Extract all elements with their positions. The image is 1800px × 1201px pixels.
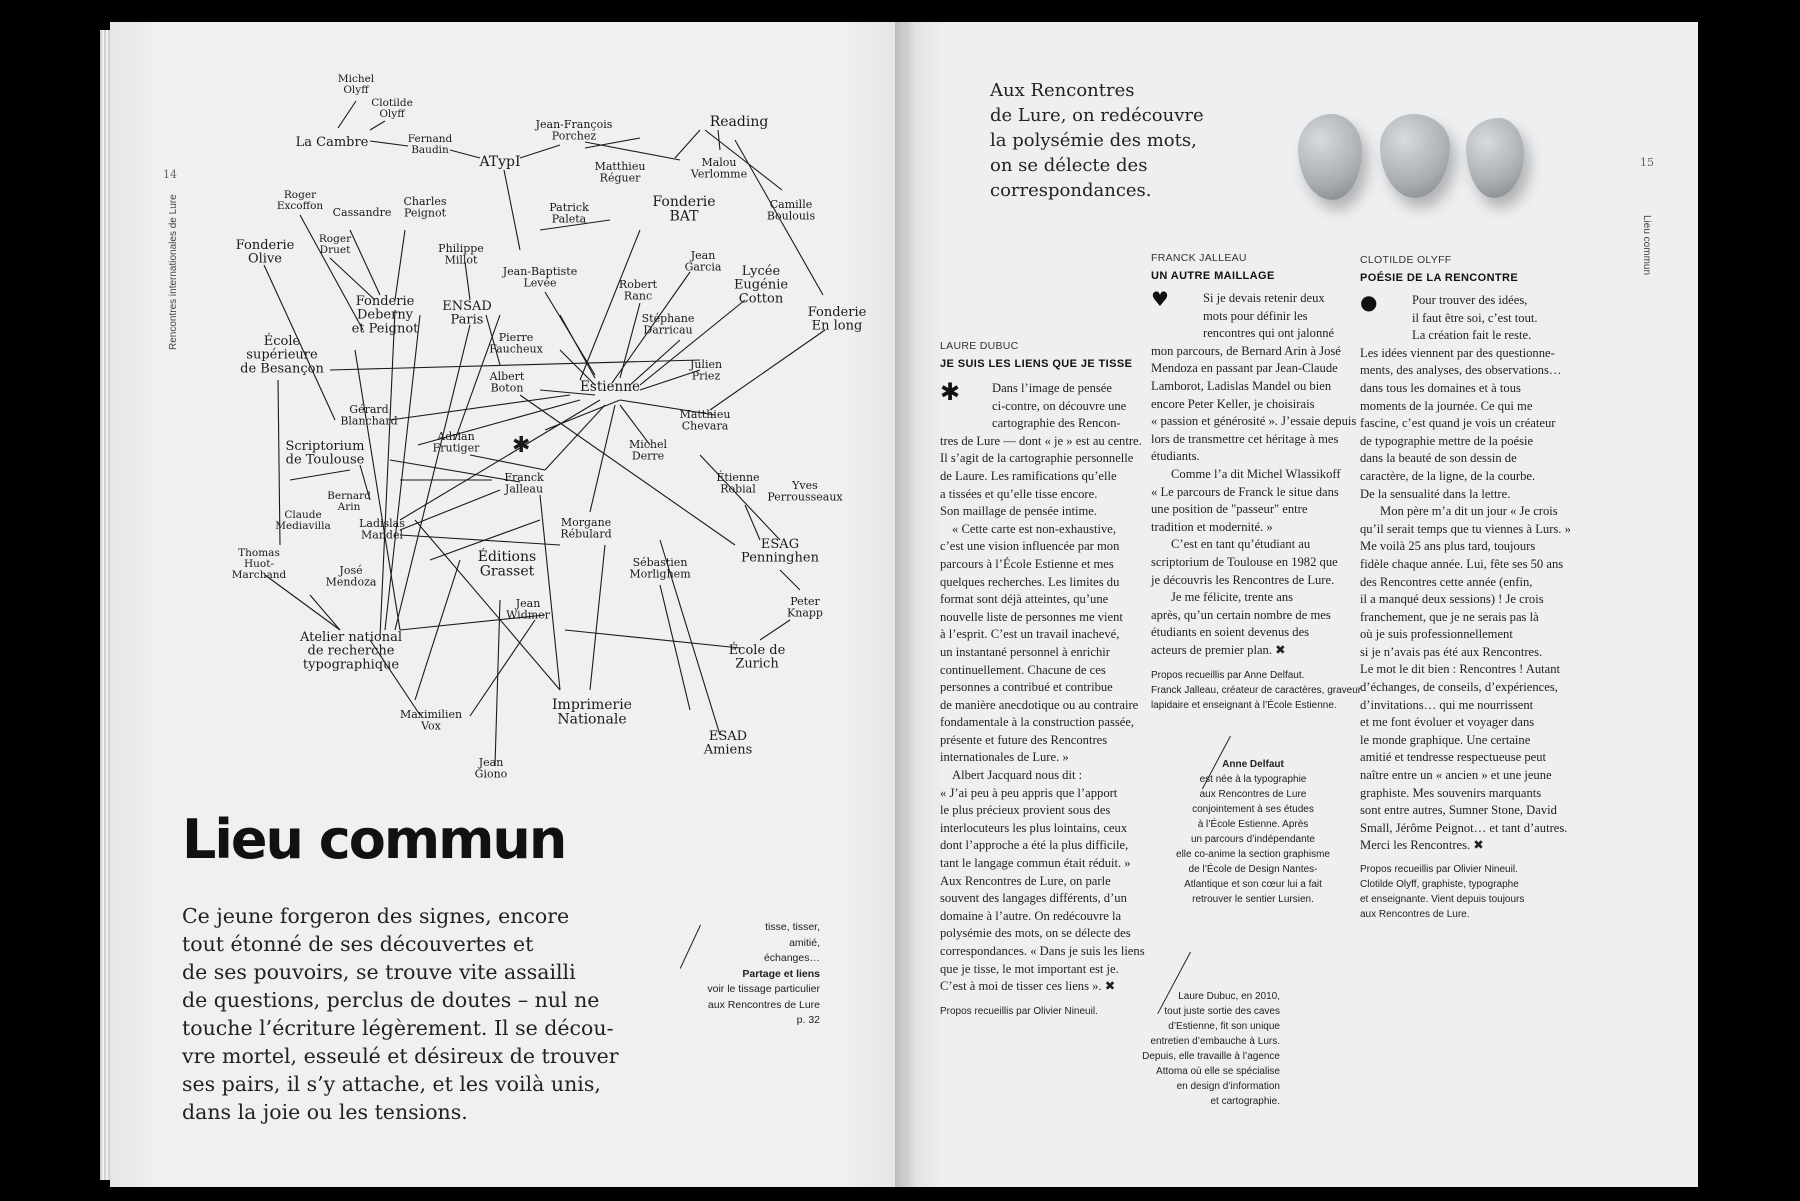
node-fonderie-en-long: Fonderie En long bbox=[807, 305, 867, 334]
text-line: interlocuteurs les plus lointains, ceux bbox=[940, 820, 1128, 835]
network-link bbox=[350, 230, 380, 295]
col1-title: JE SUIS LES LIENS QUE JE TISSE bbox=[940, 358, 1133, 370]
network-link bbox=[545, 400, 620, 430]
text-line: un instantané personnel à enrichir bbox=[940, 644, 1110, 659]
text-line: un parcours d’indépendante bbox=[1191, 834, 1315, 845]
network-labels bbox=[232, 73, 867, 781]
text-line: format sont déjà atteintes, qu’une bbox=[940, 592, 1109, 607]
node-roger-excoffon: Roger Excoffon bbox=[276, 189, 324, 213]
text-line: De la sensualité dans la lettre. bbox=[1360, 486, 1511, 501]
text-line: Depuis, elle travaille à l’agence bbox=[1142, 1051, 1280, 1062]
node-matthieu-chevara: Matthieu Chevara bbox=[679, 408, 731, 433]
network-link bbox=[780, 570, 800, 590]
text-line: personnes a contribué et contribue bbox=[940, 680, 1113, 695]
text-line: La création fait le reste. bbox=[1412, 328, 1532, 343]
col3-body bbox=[1360, 292, 1571, 855]
node-gerard-blanchard: Gérard Blanchard bbox=[340, 403, 398, 428]
text-line: Franck Jalleau, créateur de caractères, graveur bbox=[1151, 685, 1362, 696]
text-line: où je suis professionnellement bbox=[1360, 627, 1513, 642]
text-line: Les idées viennent par des questionne- bbox=[1360, 345, 1555, 360]
text-line: qu’il serait temps que tu viennes à Lurs. » bbox=[1360, 521, 1571, 536]
diagram-asterisk: ✱ bbox=[512, 433, 531, 458]
text-line: acteurs de premier plan. ✖ bbox=[1151, 642, 1286, 657]
col2-credit bbox=[1151, 668, 1361, 713]
text-line: échanges… bbox=[763, 952, 820, 964]
node-bernard-arin: Bernard Arin bbox=[327, 490, 371, 514]
text-line: polysémie des mots, on se délecte des bbox=[940, 926, 1131, 941]
text-line: p. 32 bbox=[796, 1014, 820, 1026]
text-line: à l’esprit. C’est un travail inachevé, bbox=[940, 627, 1120, 642]
network-link bbox=[585, 142, 680, 160]
text-line: mon parcours, de Bernard Arin à José bbox=[1151, 343, 1341, 358]
network-link bbox=[495, 600, 500, 765]
node-maximilien-vox: Maximilien Vox bbox=[399, 708, 463, 733]
text-line: ci-contre, on découvre une bbox=[992, 398, 1127, 413]
node-atypi: ATypI bbox=[479, 154, 521, 170]
text-line: que je tisse, le mot important est je. bbox=[940, 961, 1119, 976]
node-fonderie-olive: Fonderie Olive bbox=[235, 238, 295, 267]
anne-delfaut-bio bbox=[1163, 757, 1343, 907]
laure-dubuc-bio bbox=[1102, 989, 1280, 1109]
text-line: naître entre un « ancien » et une jeune bbox=[1360, 768, 1552, 783]
network-link bbox=[390, 395, 570, 420]
network-link bbox=[390, 460, 520, 482]
network-link bbox=[310, 595, 340, 630]
text-line: Clotilde Olyff, graphiste, typographe bbox=[1360, 879, 1519, 890]
text-line: Propos recueillis par Olivier Nineuil. bbox=[1360, 864, 1518, 875]
sidenote bbox=[700, 920, 820, 1029]
text-line: de typographie mettre de la poésie bbox=[1360, 433, 1534, 448]
text-line: il faut être soi, c’est tout. bbox=[1412, 310, 1538, 325]
network-link bbox=[540, 495, 560, 690]
node-peter-knapp: Peter Knapp bbox=[787, 595, 823, 620]
network-link bbox=[470, 455, 545, 470]
text-line: le monde graphique. Une certaine bbox=[1360, 732, 1531, 747]
text-line: ments, des analyses, des observations… bbox=[1360, 363, 1562, 378]
text-line: cartographie des Rencon- bbox=[992, 416, 1121, 431]
node-lycee-cotton: Lycée Eugénie Cotton bbox=[733, 264, 789, 307]
text-line: scriptorium de Toulouse en 1982 que bbox=[1151, 554, 1338, 569]
circle-bullet-icon: ● bbox=[1360, 290, 1378, 314]
text-line: Propos recueillis par Anne Delfaut. bbox=[1151, 670, 1305, 681]
col1-author: LAURE DUBUC bbox=[940, 340, 1019, 352]
text-line: internationales de Lure. » bbox=[940, 750, 1069, 765]
network-link bbox=[580, 230, 640, 380]
text-line: domaine à l’autre. On redécouvre la bbox=[940, 908, 1122, 923]
text-line: de Lure, on redécouvre bbox=[990, 105, 1204, 126]
text-line: vre mortel, esseulé et désireux de trouver bbox=[182, 1044, 619, 1068]
text-line: après, qu’un certain nombre de mes bbox=[1151, 607, 1331, 622]
text-line: en design d’information bbox=[1176, 1081, 1280, 1092]
col3-title: POÉSIE DE LA RENCONTRE bbox=[1360, 272, 1519, 284]
text-line: dans la beauté de son dessin de bbox=[1360, 451, 1517, 466]
node-jose-mendoza: José Mendoza bbox=[325, 564, 377, 589]
text-line: d’invitations… qui me nourrissent bbox=[1360, 697, 1534, 712]
text-line: aux Rencontres de Lure. bbox=[1360, 909, 1470, 920]
text-line: si je n’avais pas été aux Rencontres. bbox=[1360, 644, 1543, 659]
text-line: Laure Dubuc, en 2010, bbox=[1178, 991, 1280, 1002]
node-adrian-frutiger: Adrian Frutiger bbox=[432, 430, 480, 455]
text-line: correspondances. bbox=[990, 180, 1152, 201]
col2-author: FRANCK JALLEAU bbox=[1151, 252, 1247, 264]
text-line: tisse, tisser, bbox=[765, 921, 820, 933]
col2-title: UN AUTRE MAILLAGE bbox=[1151, 270, 1275, 282]
node-ecole-besancon: École supérieure de Besançon bbox=[240, 334, 324, 377]
text-line: Me voilà 25 ans plus tard, toujours bbox=[1360, 539, 1536, 554]
network-link bbox=[395, 230, 405, 300]
node-jean-widmer: Jean Widmer bbox=[506, 597, 550, 622]
node-stephane-darricau: Stéphane Darricau bbox=[641, 312, 695, 337]
text-line: franchement, que je ne serais pas là bbox=[1360, 609, 1539, 624]
text-line: Je me félicite, trente ans bbox=[1171, 590, 1294, 605]
text-line: C’est en tant qu’étudiant au bbox=[1171, 537, 1311, 552]
node-la-cambre: La Cambre bbox=[295, 135, 369, 150]
node-robert-ranc: Robert Ranc bbox=[618, 278, 658, 303]
text-line: dont l’approche a été la plus difficile, bbox=[940, 838, 1129, 853]
text-line: il a manqué deux sessions) ! Je crois bbox=[1360, 592, 1544, 607]
network-link bbox=[470, 620, 535, 716]
text-line: de questions, perclus de doutes – nul ne bbox=[182, 988, 600, 1012]
text-line: fondamentale à la construction passée, bbox=[940, 715, 1135, 730]
network-link bbox=[290, 470, 350, 480]
text-line: et me font évoluer et voyager dans bbox=[1360, 715, 1535, 730]
text-line: conjointement à ses études bbox=[1192, 804, 1314, 815]
text-line: et cartographie. bbox=[1210, 1096, 1280, 1107]
text-line: « Le parcours de Franck le situe dans bbox=[1151, 484, 1339, 499]
col2-body bbox=[1151, 287, 1357, 659]
text-line: amitié, bbox=[789, 936, 820, 949]
text-line: entretien d’embauche à Lurs. bbox=[1150, 1036, 1280, 1047]
network-link bbox=[338, 101, 356, 128]
text-line: amitié et tendresse respectueuse peut bbox=[1360, 750, 1547, 765]
node-ladislas-mandel: Ladislas Mandel bbox=[359, 517, 405, 542]
text-line: « passion et générosité ». J’essaie depuis bbox=[1151, 414, 1357, 429]
text-line: elle co-anime la section graphisme bbox=[1176, 849, 1330, 860]
text-line: Anne Delfaut bbox=[1222, 759, 1284, 770]
network-link bbox=[450, 150, 480, 158]
running-head-right: Lieu commun bbox=[1641, 215, 1652, 276]
text-line: tradition et modernité. » bbox=[1151, 519, 1273, 534]
node-sebastien-morlighem: Sébastien Morlighem bbox=[629, 556, 691, 581]
text-line: c’est une vision influencée par mon bbox=[940, 539, 1120, 554]
network-link bbox=[760, 620, 790, 640]
node-jean-garcia: Jean Garcia bbox=[684, 249, 722, 274]
text-line: rencontres qui ont jalonné bbox=[1203, 326, 1335, 341]
text-line: étudiants en soient devenus des bbox=[1151, 625, 1310, 640]
node-ensad-paris: ENSAD Paris bbox=[442, 299, 492, 328]
node-charles-peignot: Charles Peignot bbox=[403, 195, 447, 220]
text-line: Pour trouver des idées, bbox=[1412, 293, 1528, 307]
text-line: « Cette carte est non-exhaustive, bbox=[952, 521, 1117, 536]
node-atelier-national: Atelier national de recherche typographique bbox=[299, 630, 403, 673]
page-number-right: 15 bbox=[1640, 156, 1654, 169]
node-michel-olyff: Michel Olyff bbox=[337, 73, 375, 97]
node-jb-levee: Jean-Baptiste Levée bbox=[502, 265, 578, 290]
node-fonderie-deberny: Fonderie Deberny et Peignot bbox=[351, 294, 419, 337]
text-line: présente et future des Rencontres bbox=[940, 732, 1108, 747]
text-line: correspondances. « Dans je suis les liens bbox=[940, 944, 1145, 958]
text-line: le plus précieux provient sous des bbox=[940, 803, 1111, 818]
node-morgane-rebulard: Morgane Rébulard bbox=[560, 516, 612, 541]
text-line: à l’École Estienne. Après bbox=[1197, 819, 1309, 830]
text-line: « J’ai peu à peu appris que l’apport bbox=[940, 785, 1118, 800]
text-line: la polysémie des mots, bbox=[990, 130, 1197, 151]
node-clotilde-olyff: Clotilde Olyff bbox=[371, 97, 413, 121]
text-line: une position de "passeur" entre bbox=[1151, 502, 1308, 517]
node-pierre-faucheux: Pierre Faucheux bbox=[489, 331, 543, 356]
text-line: de manière anecdotique ou au contraire bbox=[940, 697, 1139, 712]
network-link bbox=[675, 130, 700, 158]
col1-credit: Propos recueillis par Olivier Nineuil. bbox=[940, 1006, 1098, 1017]
text-line: Small, Jérôme Peignot… et tant d’autres. bbox=[1360, 820, 1568, 835]
asterisk-icon: ✱ bbox=[940, 378, 961, 406]
heart-icon: ♥ bbox=[1151, 287, 1169, 311]
text-line: fidèle chaque année. Lui, fête ses 50 ans bbox=[1360, 556, 1564, 571]
network-link bbox=[400, 400, 600, 520]
node-esag: ESAG Penninghen bbox=[741, 537, 819, 566]
node-roger-druet: Roger Druet bbox=[318, 233, 352, 257]
text-line: et enseignante. Vient depuis toujours bbox=[1360, 894, 1525, 905]
network-link bbox=[415, 560, 460, 700]
text-line: voir le tissage particulier bbox=[707, 983, 820, 995]
text-line: Lamborot, Ladislas Mandel ou bien bbox=[1151, 378, 1332, 393]
node-claude-mediavilla: Claude Mediavilla bbox=[275, 509, 331, 533]
text-line: ses pairs, il s’y attache, et les voilà unis, bbox=[182, 1072, 601, 1096]
node-fonderie-bat: Fonderie BAT bbox=[652, 194, 716, 225]
node-franck-jalleau: Franck Jalleau bbox=[504, 471, 544, 496]
article-headline: Lieu commun bbox=[182, 808, 566, 871]
text-line: sont entre autres, Sumner Stone, David bbox=[1360, 803, 1557, 818]
text-line: d’Estienne, fit son unique bbox=[1168, 1021, 1280, 1032]
node-thomas-huot: Thomas Huot-Marchand bbox=[231, 547, 287, 582]
text-line: Dans l’image de pensée bbox=[992, 381, 1112, 395]
network-link bbox=[590, 545, 605, 690]
text-line: aux Rencontres de Lure bbox=[707, 998, 820, 1011]
node-scriptorium: Scriptorium de Toulouse bbox=[285, 439, 365, 468]
col3-credit bbox=[1360, 862, 1524, 922]
text-line: Aux Rencontres bbox=[990, 80, 1135, 101]
text-line: graphiste. Mes souvenirs marquants bbox=[1360, 785, 1542, 800]
node-cassandre: Cassandre bbox=[332, 206, 392, 219]
node-ecole-zurich: École de Zurich bbox=[728, 643, 786, 672]
text-line: C’est à moi de tisser ces liens ». ✖ bbox=[940, 979, 1116, 994]
text-line: Attoma où elle se spécialise bbox=[1156, 1066, 1280, 1077]
text-line: on se délecte des bbox=[990, 155, 1148, 176]
pull-quote bbox=[990, 78, 1204, 203]
node-etienne-robial: Étienne Robial bbox=[716, 471, 760, 496]
text-line: d’échanges, de conseils, d’expériences, bbox=[1360, 680, 1558, 695]
network-link bbox=[330, 360, 700, 370]
text-line: dans tous les domaines et à tous bbox=[1360, 380, 1521, 395]
text-line: touche l’écriture légèrement. Il se décou- bbox=[182, 1016, 614, 1040]
text-line: tout étonné de ses découvertes et bbox=[182, 932, 534, 956]
node-philippe-millot: Philippe Millot bbox=[438, 242, 484, 267]
text-line: parcours à l’École Estienne et mes bbox=[940, 556, 1114, 571]
text-line: Aux Rencontres de Lure, on parle bbox=[940, 873, 1111, 888]
node-michel-derre: Michel Derre bbox=[628, 438, 668, 463]
text-line: de l’École de Design Nantes- bbox=[1188, 864, 1318, 875]
network-link bbox=[520, 145, 560, 158]
text-line: je découvris les Rencontres de Lure. bbox=[1151, 572, 1335, 587]
text-line: Si je devais retenir deux bbox=[1203, 291, 1325, 305]
node-esad-amiens: ESAD Amiens bbox=[703, 729, 753, 758]
text-line: mots pour définir les bbox=[1203, 308, 1308, 323]
node-jean-giono: Jean Giono bbox=[474, 756, 508, 781]
text-line: encore Peter Keller, je choisirais bbox=[1151, 396, 1315, 411]
network-link bbox=[565, 630, 740, 648]
text-line: Partage et liens bbox=[742, 967, 820, 980]
node-estienne: Estienne bbox=[580, 379, 640, 395]
text-line: tres de Lure — dont « je » est au centre. bbox=[940, 433, 1142, 448]
network-link bbox=[710, 330, 825, 410]
text-line: aux Rencontres de Lure bbox=[1199, 789, 1307, 800]
node-imprimerie-nationale: Imprimerie Nationale bbox=[552, 697, 632, 728]
node-jf-porchez: Jean-François Porchez bbox=[535, 118, 613, 143]
node-matthieu-reguer: Matthieu Réguer bbox=[594, 160, 646, 185]
network-link bbox=[660, 585, 690, 710]
node-camille-boulouis: Camille Boulouis bbox=[766, 198, 816, 223]
node-yves-perrousseaux: Yves Perrousseaux bbox=[767, 479, 843, 504]
text-line: de Laure. Les ramifications qu’elle bbox=[940, 468, 1117, 483]
text-line: Mendoza en passant par Jean-Claude bbox=[1151, 361, 1338, 376]
text-line: de ses pouvoirs, se trouve vite assailli bbox=[182, 960, 576, 984]
network-link bbox=[620, 303, 640, 378]
text-line: Comme l’a dit Michel Wlassikoff bbox=[1171, 466, 1341, 481]
network-link bbox=[370, 121, 385, 130]
col3-author: CLOTILDE OLYFF bbox=[1360, 254, 1452, 266]
text-line: nouvelle liste de personnes me vient bbox=[940, 609, 1123, 624]
article-lede bbox=[182, 902, 619, 1126]
running-head-left: Rencontres internationales de Lure bbox=[168, 194, 179, 350]
text-line: Il s’agit de la cartographie personnelle bbox=[940, 451, 1134, 466]
col1-body bbox=[940, 380, 1145, 996]
text-line: souvent des langages différents, d’un bbox=[940, 891, 1127, 906]
text-line: Merci les Rencontres. ✖ bbox=[1360, 838, 1484, 853]
text-line: continuellement. Chacune de ces bbox=[940, 662, 1106, 677]
text-line: lors de transmettre cet héritage à mes bbox=[1151, 431, 1339, 446]
text-line: tant le langage commun était réduit. » bbox=[940, 856, 1131, 871]
text-line: est née à la typographie bbox=[1199, 774, 1307, 785]
network-link bbox=[400, 535, 560, 545]
network-link bbox=[560, 315, 595, 378]
text-line: quelques recherches. Les limites du bbox=[940, 574, 1120, 589]
text-line: des Rencontres cette année (enfin, bbox=[1360, 574, 1533, 589]
text-line: Albert Jacquard nous dit : bbox=[952, 768, 1083, 783]
text-line: étudiants. bbox=[1151, 449, 1200, 464]
node-albert-boton: Albert Boton bbox=[489, 370, 525, 395]
text-line: a tissées et qu’elle tisse encore. bbox=[940, 486, 1098, 501]
text-line: Son maillage de pensée intime. bbox=[940, 504, 1098, 519]
network-link bbox=[395, 325, 470, 630]
text-line: tout juste sortie des caves bbox=[1164, 1006, 1280, 1017]
text-line: Le mot le dit bien : Rencontres ! Autant bbox=[1360, 662, 1561, 677]
text-line: caractère, de la ligne, de la courbe. bbox=[1360, 468, 1536, 483]
network-link bbox=[370, 141, 408, 146]
node-reading: Reading bbox=[709, 114, 769, 130]
text-line: fascine, c’est quand je vois un créateur bbox=[1360, 416, 1556, 431]
node-julien-priez: Julien Priez bbox=[689, 358, 723, 383]
network-link bbox=[400, 490, 500, 530]
network-link bbox=[504, 170, 520, 250]
node-fernand-baudin: Fernand Baudin bbox=[407, 133, 453, 157]
text-line: dans la joie ou les tensions. bbox=[182, 1100, 468, 1124]
text-line: Ce jeune forgeron des signes, encore bbox=[182, 904, 570, 928]
text-line: Mon père m’a dit un jour « Je crois bbox=[1380, 504, 1558, 519]
network-link bbox=[465, 262, 470, 300]
network-link bbox=[385, 315, 420, 630]
text-line: retrouver le sentier Lursien. bbox=[1192, 894, 1314, 905]
page-number-left: 14 bbox=[163, 168, 177, 181]
text-line: moments de la journée. Ce qui me bbox=[1360, 398, 1533, 413]
node-malou-verlomme: Malou Verlomme bbox=[690, 156, 748, 181]
text-line: Atlantique et son cœur lui a fait bbox=[1184, 879, 1322, 890]
node-patrick-paleta: Patrick Paleta bbox=[549, 201, 589, 226]
node-editions-grasset: Éditions Grasset bbox=[477, 549, 537, 580]
text-line: lapidaire et enseignant à l’École Estienne. bbox=[1151, 700, 1337, 711]
